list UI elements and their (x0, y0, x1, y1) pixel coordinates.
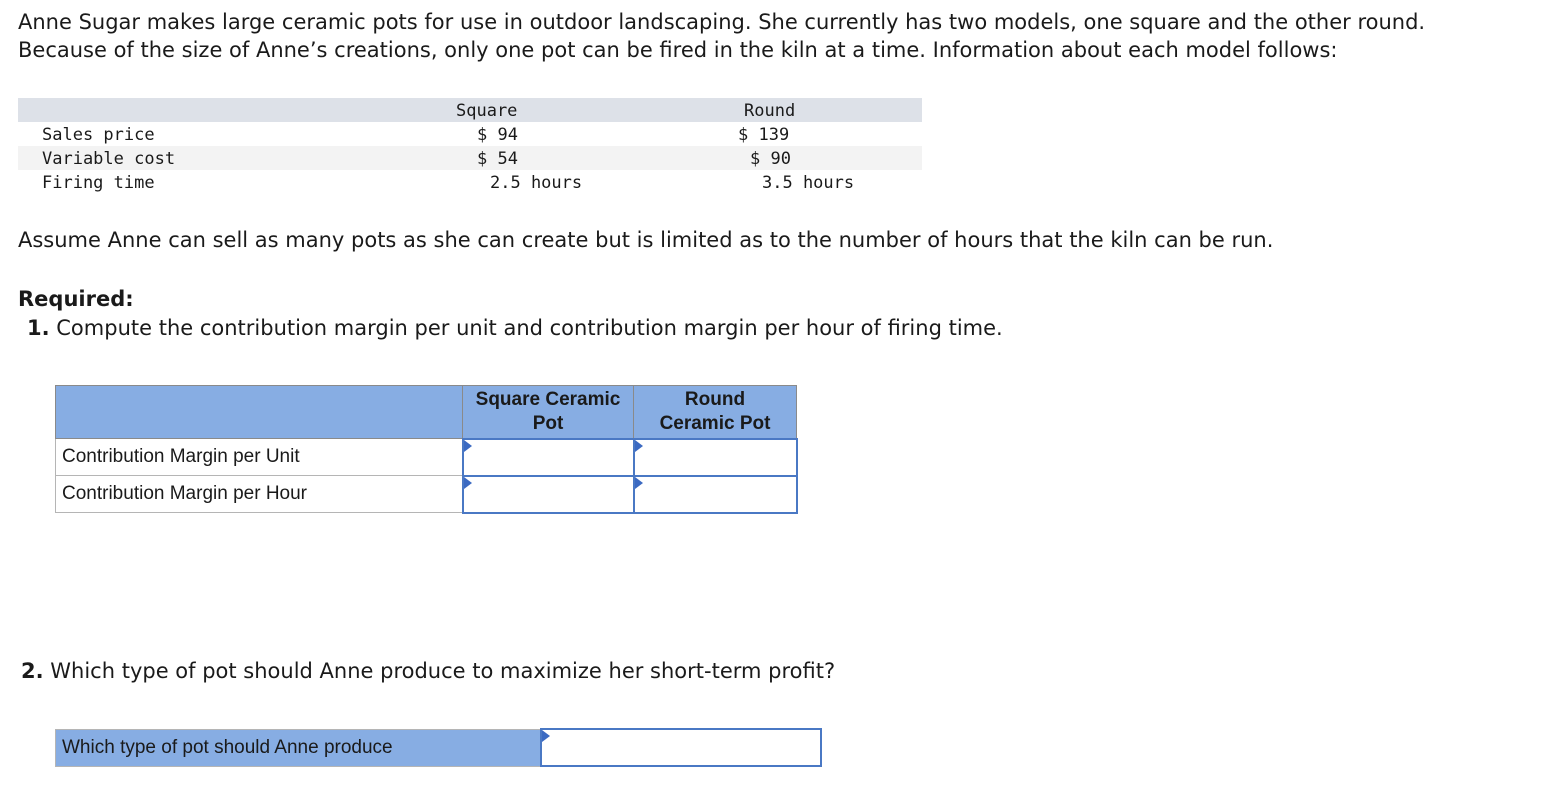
header-blank-cell (56, 386, 463, 439)
cm-per-hour-square-cell[interactable] (463, 476, 634, 513)
col-header-square-line1: Square Ceramic (475, 388, 621, 410)
col-round-header: Round (744, 101, 796, 121)
input-flag-icon (635, 440, 643, 452)
row-label-which-pot: Which type of pot should Anne produce (56, 729, 542, 766)
question-2-text: Which type of pot should Anne produce to maximize her short-term profit? (43, 659, 836, 683)
cm-per-unit-square-cell[interactable] (463, 439, 634, 476)
intro-line-1: Anne Sugar makes large ceramic pots for use in outdoor landscaping. She currently has two models, one square and the other round. (18, 10, 1426, 34)
col-square-header: Square (456, 101, 518, 121)
cm-per-hour-square-input[interactable] (464, 482, 633, 507)
col-header-round-pot (634, 386, 797, 439)
input-flag-icon (464, 440, 472, 452)
cm-per-unit-round-cell[interactable] (634, 439, 797, 476)
col-header-square-pot (463, 386, 634, 439)
contribution-margin-table (55, 385, 798, 514)
which-pot-input[interactable] (542, 735, 820, 760)
table-row (56, 439, 797, 476)
question-1-text: Compute the contribution margin per unit and contribution margin per hour of firing time. (49, 316, 1003, 340)
cm-per-hour-round-cell[interactable] (634, 476, 797, 513)
input-flag-icon (542, 730, 550, 742)
col-header-round-line2: Ceramic Pot (659, 412, 771, 434)
table-row (56, 476, 797, 513)
input-flag-icon (464, 477, 472, 489)
round-firing-time: 3.5 hours (762, 173, 855, 193)
cm-per-unit-round-input[interactable] (635, 445, 796, 470)
cm-per-unit-square-input[interactable] (464, 445, 633, 470)
square-variable-cost: $ 54 (477, 149, 518, 169)
question-1-number: 1. (27, 316, 50, 340)
square-sales-price: $ 94 (477, 125, 518, 145)
col-header-square-line2: Pot (532, 412, 564, 434)
intro-paragraph (18, 8, 1528, 64)
pot-choice-table (55, 728, 822, 767)
required-heading: Required: (18, 287, 134, 311)
col-header-round-line1: Round (684, 388, 746, 410)
row-label-cm-per-hour: Contribution Margin per Hour (56, 476, 463, 513)
row-label-variable-cost: Variable cost (42, 149, 176, 169)
row-label-sales-price: Sales price (42, 125, 155, 145)
question-2-number: 2. (21, 659, 44, 683)
which-pot-cell[interactable] (541, 729, 821, 766)
row-label-firing-time: Firing time (42, 173, 155, 193)
cm-per-hour-round-input[interactable] (635, 482, 796, 507)
row-label-cm-per-unit: Contribution Margin per Unit (56, 439, 463, 476)
intro-line-2: Because of the size of Anne’s creations, only one pot can be fired in the kiln at a time. Information about each model follows: (18, 38, 1338, 62)
question-2 (21, 657, 835, 685)
round-variable-cost: $ 90 (750, 149, 791, 169)
question-1 (27, 314, 1003, 342)
square-firing-time: 2.5 hours (490, 173, 583, 193)
input-flag-icon (635, 477, 643, 489)
round-sales-price: $ 139 (738, 125, 790, 145)
assumption-text: Assume Anne can sell as many pots as she can create but is limited as to the number of hours that the kiln can be run. (18, 228, 1274, 252)
